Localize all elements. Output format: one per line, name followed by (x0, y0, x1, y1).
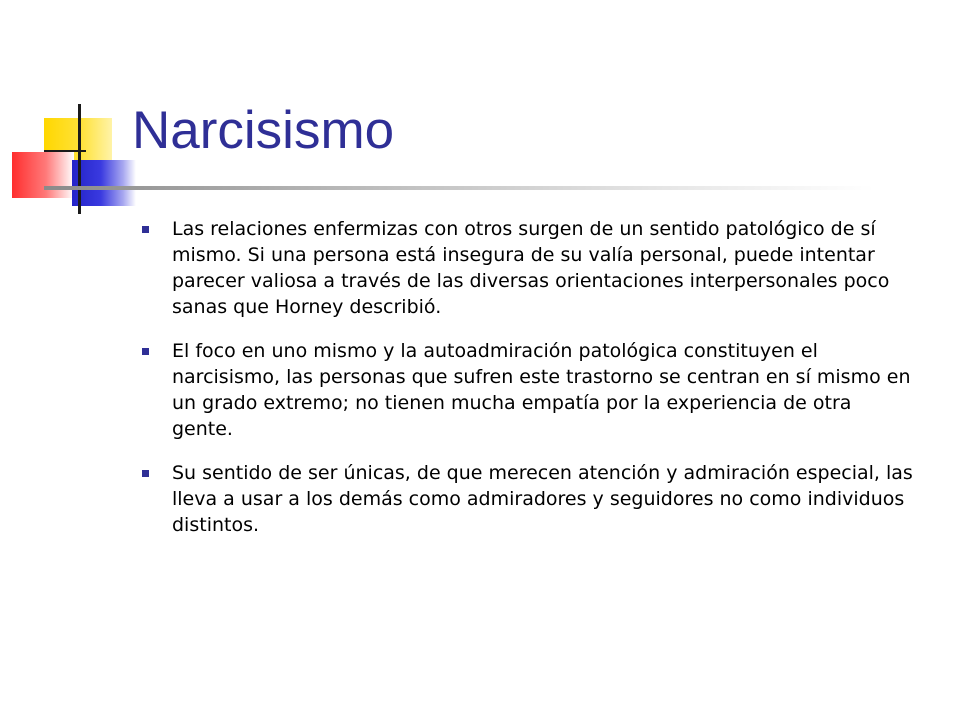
decor-vertical-line (78, 104, 81, 214)
slide-title: Narcisismo (132, 101, 395, 160)
bullet-item (138, 216, 918, 320)
title-underline-rule (44, 186, 874, 190)
bullet-square-icon (142, 348, 149, 355)
decor-red-square (12, 152, 74, 198)
bullet-text: Las relaciones enfermizas con otros surgen de un sentido patológico de sí mismo. Si una persona está insegura de su valía personal, puede intentar parecer valiosa a través de las diversas orientaciones interpersonales poco sanas que Horney describió. (172, 218, 890, 318)
decor-blue-square (72, 160, 136, 206)
bullet-list (138, 216, 918, 556)
bullet-item (138, 460, 918, 538)
bullet-square-icon (142, 470, 149, 477)
decor-horizontal-line (44, 150, 86, 152)
bullet-item (138, 338, 918, 442)
bullet-square-icon (142, 226, 149, 233)
bullet-text: El foco en uno mismo y la autoadmiración patológica constituyen el narcisismo, las personas que sufren este trastorno se centran en sí mismo en un grado extremo; no tienen mucha empatía por la experiencia de otra gente. (172, 340, 911, 440)
bullet-text: Su sentido de ser únicas, de que merecen atención y admiración especial, las lleva a usar a los demás como admiradores y seguidores no como individuos distintos. (172, 462, 913, 536)
